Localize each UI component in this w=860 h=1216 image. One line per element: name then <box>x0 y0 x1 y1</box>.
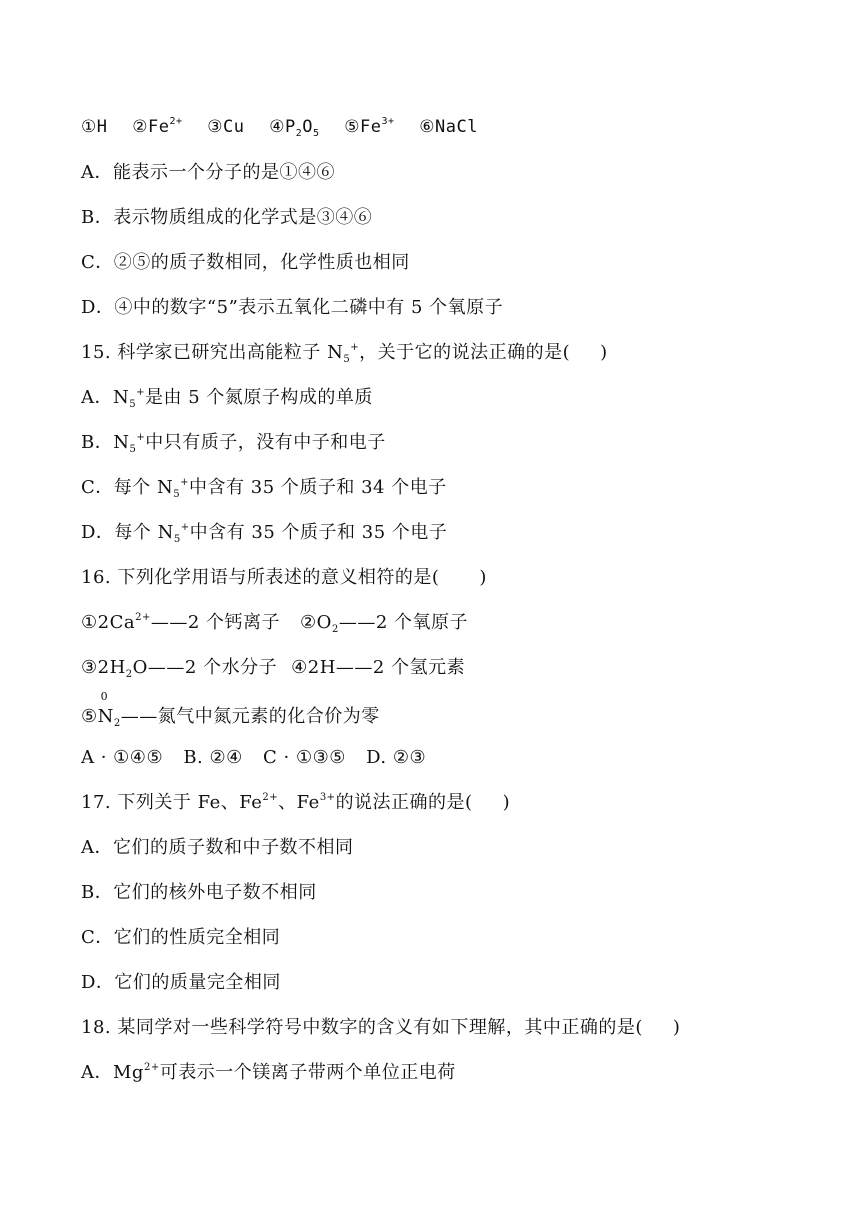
q17-option-d: D．它们的质量完全相同 <box>81 972 281 993</box>
q18-stem: 18. 某同学对一些科学符号中数字的含义有如下理解，其中正确的是( ) <box>81 1017 681 1038</box>
valence-mark: 0 N <box>97 690 114 727</box>
q14-option-d: D．④中的数字“5”表示五氧化二磷中有 5 个氧原子 <box>81 297 504 318</box>
q15-option-d: D．每个 $N_5^+$中含有 35 个质子和 35 个电子 <box>81 522 448 545</box>
q15-stem: 15. 科学家已研究出高能粒子 $N_5^+$，关于它的说法正确的是( ) <box>81 342 608 365</box>
q16-line-1: $①2Ca^{2+}——2$ 个钙离子 $②O_2——2$ 个氧原子 <box>81 612 468 635</box>
q17-option-b: B．它们的核外电子数不相同 <box>81 882 317 903</box>
q15-option-b: B．$N_5^+$中只有质子，没有中子和电子 <box>81 432 386 455</box>
q16-options <box>81 746 426 770</box>
q16-option-c: C · ①③⑤ <box>263 747 346 768</box>
q14-item-3: ③Cu <box>207 117 245 137</box>
q14-item-6: ⑥NaCl <box>419 117 478 137</box>
q16-stem: 16. 下列化学用语与所表述的意义相符的是( ) <box>81 567 487 588</box>
q16-line-2: $③2H_2O——2$ 个水分子 ④2H——2 个氢元素 <box>81 657 466 680</box>
q14-item-1: ①H <box>81 117 108 137</box>
q17-option-a: A．它们的质子数和中子数不相同 <box>81 837 354 858</box>
q16-option-b: B. ②④ <box>183 747 243 768</box>
q14-option-a: A．能表示一个分子的是①④⑥ <box>81 162 335 183</box>
q16-option-d: D. ②③ <box>366 747 427 768</box>
q16-option-a: A · ①④⑤ <box>81 747 164 768</box>
q14-items-line <box>81 115 478 139</box>
q14-item-4: $④P_2O_5$ <box>269 117 320 139</box>
q18-option-a: A．$Mg^{2+}$可表示一个镁离子带两个单位正电荷 <box>81 1062 456 1083</box>
q14-option-b: B．表示物质组成的化学式是③④⑥ <box>81 207 373 228</box>
q14-option-c: C．②⑤的质子数相同，化学性质也相同 <box>81 252 410 273</box>
q16-line-3: ⑤ 0 $N_2——$氮气中氮元素的化合价为零 <box>81 690 380 729</box>
q17-option-c: C．它们的性质完全相同 <box>81 927 281 948</box>
q14-item-2: $②Fe^{2+}$ <box>132 116 183 137</box>
q14-item-5: $⑤Fe^{3+}$ <box>344 116 395 137</box>
q17-stem: 17. 下列关于 Fe、$Fe^{2+}$、$Fe^{3+}$的说法正确的是( ) <box>81 792 511 813</box>
q15-option-c: C．每个 $N_5^+$中含有 35 个质子和 34 个电子 <box>81 477 447 500</box>
q15-option-a: A．$N_5^+$是由 5 个氮原子构成的单质 <box>81 387 373 410</box>
